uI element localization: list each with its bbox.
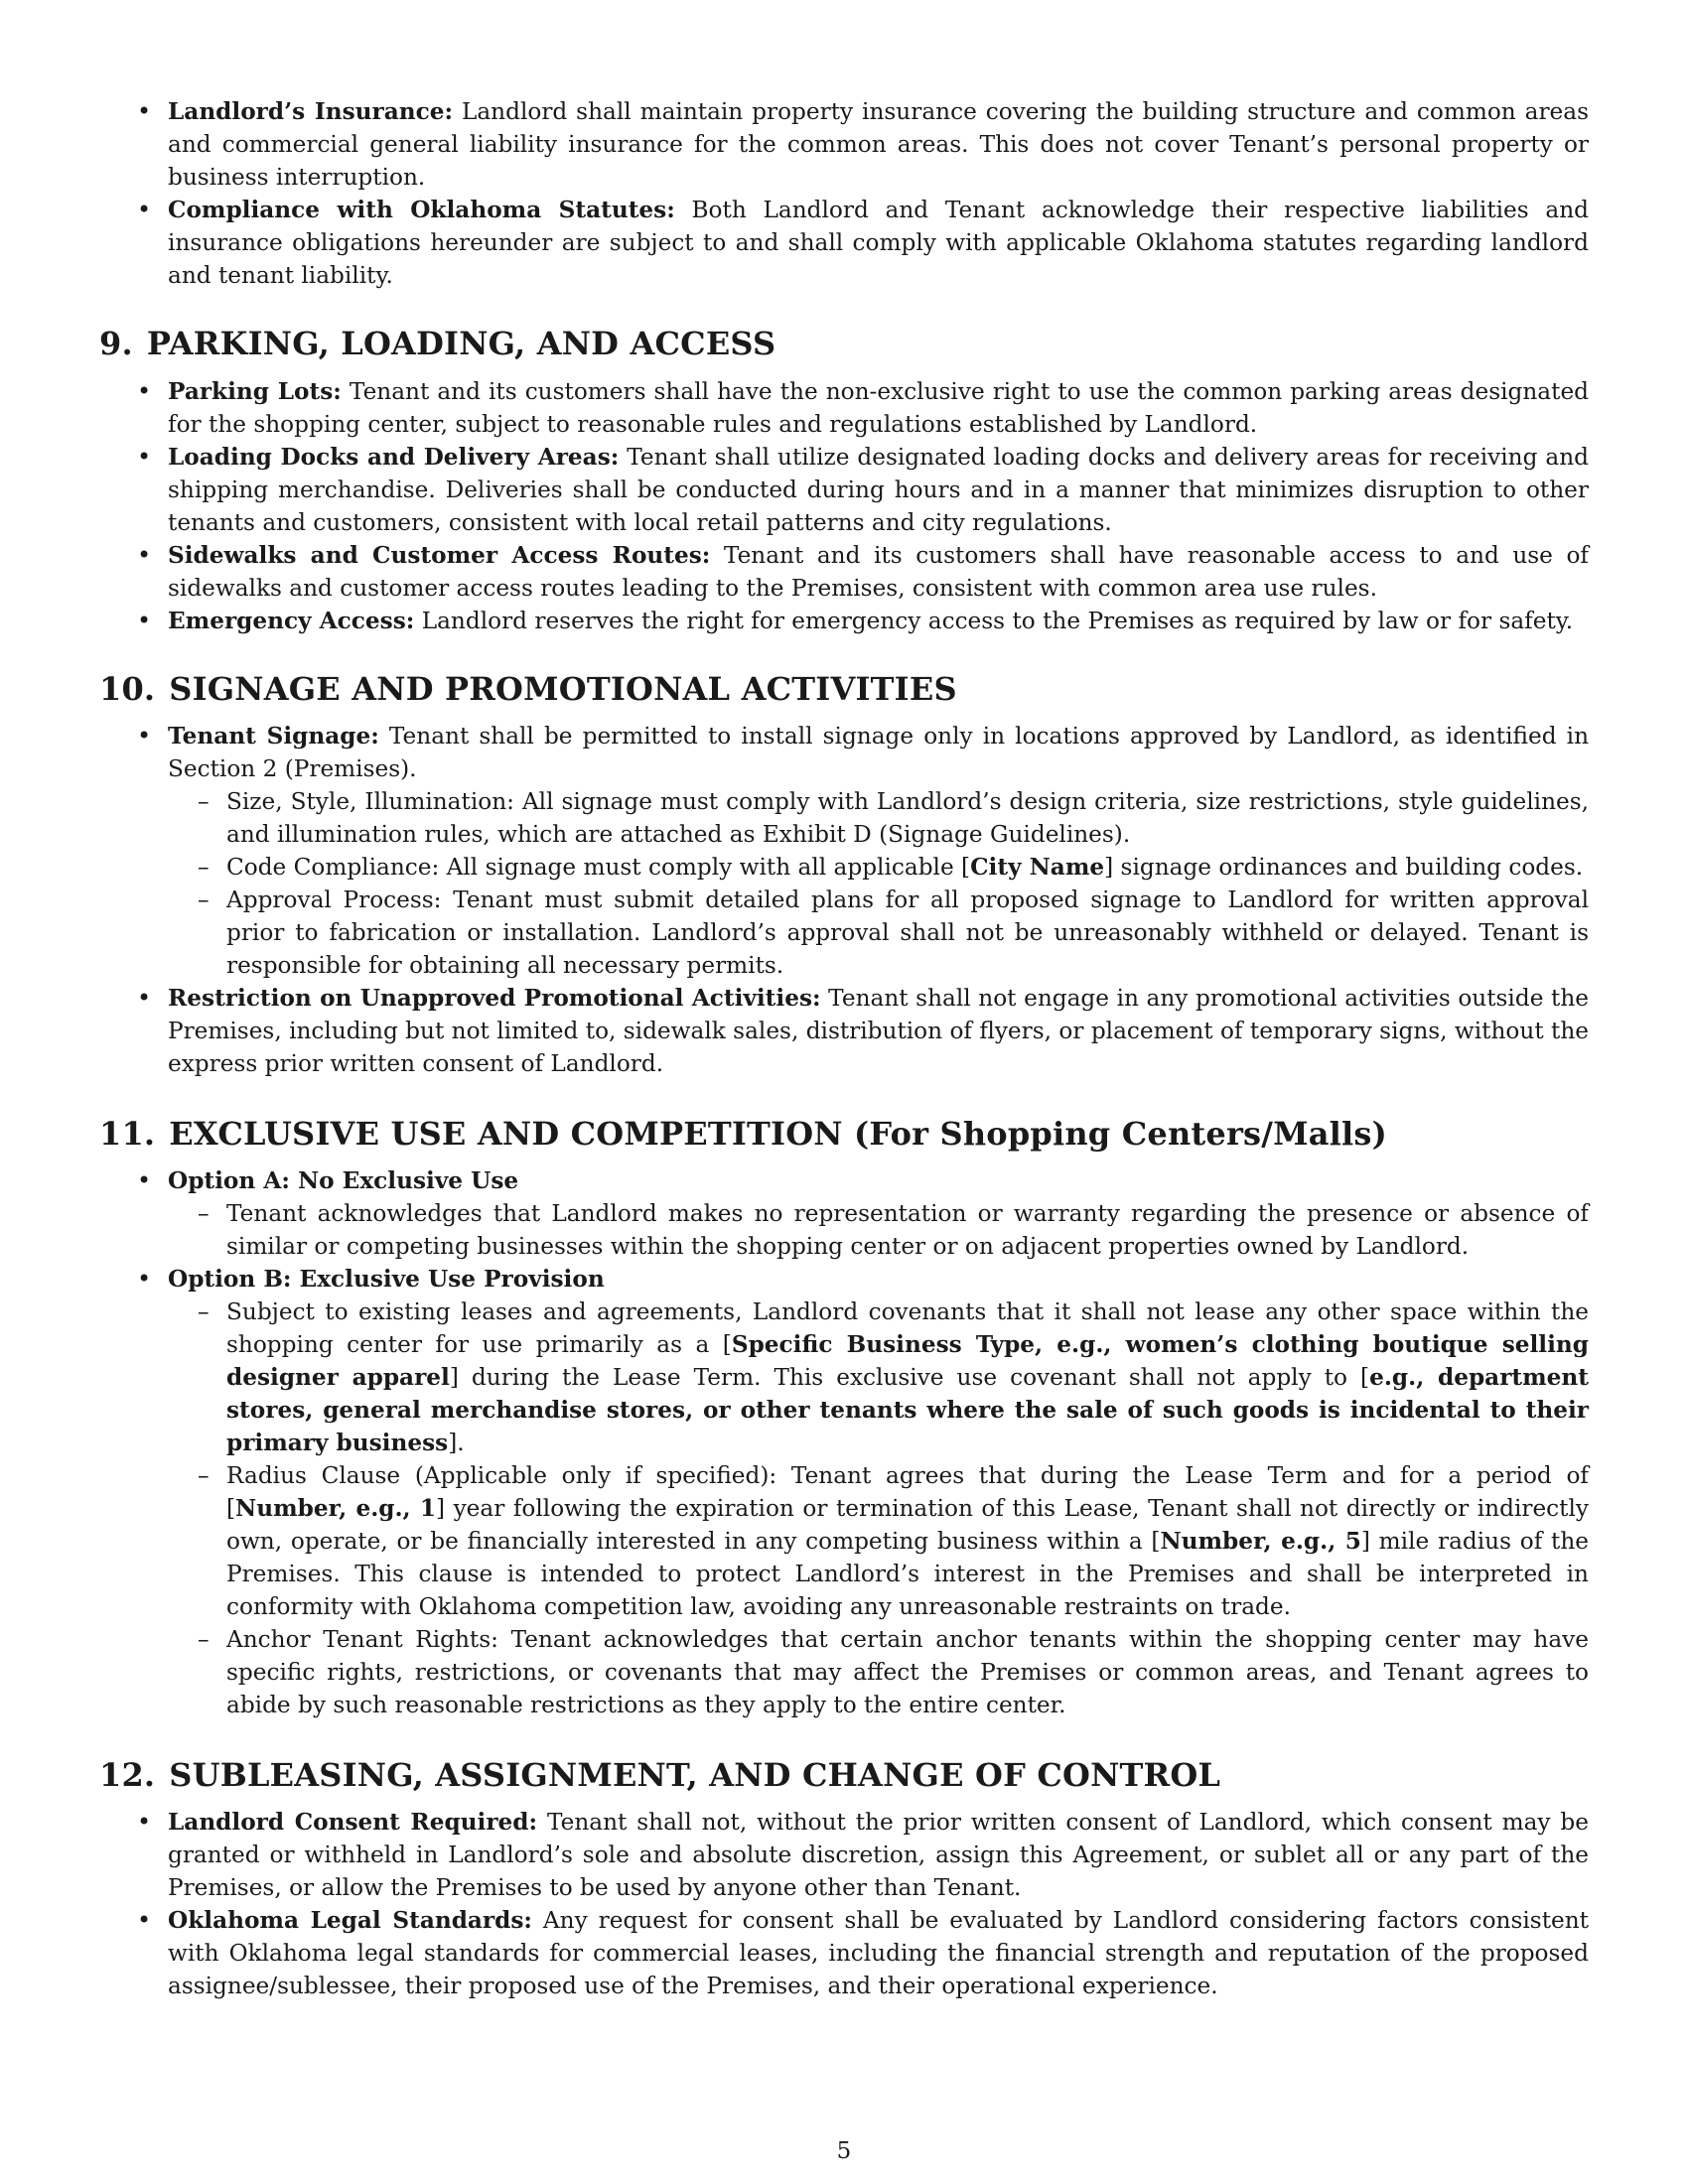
sub-item xyxy=(168,1459,1589,1623)
item-label: Parking Lots: xyxy=(168,378,342,405)
item-label: Emergency Access: xyxy=(168,608,415,634)
list-item xyxy=(99,194,1589,292)
item-text: Both Landlord and Tenant acknowledge their respective liabilities and insurance obligations hereunder are subject to and shall comply with applicable Oklahoma statutes regarding landlord and tenant liability. xyxy=(168,197,1590,289)
list-item xyxy=(99,1263,1589,1721)
sub-item xyxy=(168,1623,1589,1721)
signage-list xyxy=(99,720,1589,1080)
item-text: Tenant shall utilize designated loading docks and delivery areas for receiving and shipping merchandise. Deliveries shall be conducted during hours and in a manner that minimizes disruption to other tenants and customers, consistent with local retail patterns and city regulations. xyxy=(168,444,1589,536)
item-text: Landlord shall maintain property insurance covering the building structure and common areas and commercial general liability insurance for the common areas. This does not cover Tenant’s personal property or business interruption. xyxy=(168,98,1590,191)
option-b-sublist xyxy=(168,1296,1589,1721)
list-item xyxy=(99,720,1589,982)
section-heading-10 xyxy=(99,669,1589,709)
item-text: Any request for consent shall be evaluated by Landlord considering factors consistent with Oklahoma legal standards for commercial leases, including the financial strength and reputation of the proposed assignee/sublessee, their proposed use of the Premises, and their operational experience. xyxy=(168,1907,1589,1999)
placeholder-business-type: Specific Business Type, e.g., women’s clothing boutique selling designer apparel xyxy=(226,1331,1589,1391)
item-label: Option B: Exclusive Use Provision xyxy=(168,1266,605,1293)
document-page xyxy=(99,95,1589,2002)
item-label: Compliance with Oklahoma Statutes: xyxy=(168,197,675,223)
sub-item-text: Size, Style, Illumination: All signage must comply with Landlord’s design criteria, size restrictions, style guidelines, and illumination rules, which are attached as Exhibit D (Signage Guidelines). xyxy=(226,788,1589,848)
sub-item-text: Approval Process: Tenant must submit detailed plans for all proposed signage to Landlord for written approval prior to fabrication or installation. Landlord’s approval shall not be unreasonably withheld or delayed. Tenant is responsible for obtaining all necessary permits. xyxy=(226,887,1589,979)
section-title: SUBLEASING, ASSIGNMENT, AND CHANGE OF CONTROL xyxy=(169,1756,1221,1794)
list-item xyxy=(99,982,1589,1080)
list-item xyxy=(99,441,1589,539)
list-item xyxy=(99,95,1589,194)
item-label: Restriction on Unapproved Promotional Activities: xyxy=(168,985,821,1012)
section-number: 10. xyxy=(99,670,156,708)
section-heading-11 xyxy=(99,1114,1589,1154)
section-number: 9. xyxy=(99,325,133,362)
placeholder-miles: Number, e.g., 5 xyxy=(1160,1528,1361,1555)
list-item xyxy=(99,539,1589,605)
section-title: SIGNAGE AND PROMOTIONAL ACTIVITIES xyxy=(169,670,957,708)
item-label: Loading Docks and Delivery Areas: xyxy=(168,444,620,471)
sub-item xyxy=(168,1296,1589,1459)
sub-item-text: Tenant acknowledges that Landlord makes no representation or warranty regarding the presence or absence of similar or competing businesses within the shopping center or on adjacent properties owned by Landlord. xyxy=(226,1200,1589,1260)
sub-item xyxy=(168,851,1589,884)
placeholder-city-name: City Name xyxy=(970,854,1105,881)
section-number: 11. xyxy=(99,1115,156,1153)
sub-item-text: ] during the Lease Term. This exclusive use covenant shall not apply to [ xyxy=(449,1364,1370,1391)
sub-item xyxy=(168,884,1589,982)
sub-item-text: Radius Clause (Applicable only if specified): Tenant agrees that during the Lease Term and for a period of [ xyxy=(226,1462,1589,1522)
subleasing-list xyxy=(99,1806,1589,2002)
section-heading-9 xyxy=(99,324,1589,363)
section-title: EXCLUSIVE USE AND COMPETITION (For Shopping Centers/Malls) xyxy=(169,1115,1387,1153)
sub-item xyxy=(168,785,1589,851)
item-label: Option A: No Exclusive Use xyxy=(168,1167,519,1194)
section-title: PARKING, LOADING, AND ACCESS xyxy=(146,325,776,362)
item-text: Tenant and its customers shall have the non-exclusive right to use the common parking areas designated for the shopping center, subject to reasonable rules and regulations established by Landlord. xyxy=(168,378,1590,438)
sub-item-text: ] mile radius of the Premises. This clause is intended to protect Landlord’s interest in the Premises and shall be interpreted in conformity with Oklahoma competition law, avoiding any unreasonable restraints on trade. xyxy=(226,1528,1590,1620)
item-text: Tenant shall not engage in any promotional activities outside the Premises, including but not limited to, sidewalk sales, distribution of flyers, or placement of temporary signs, without the express prior written consent of Landlord. xyxy=(168,985,1589,1077)
item-text: Tenant and its customers shall have reasonable access to and use of sidewalks and customer access routes leading to the Premises, consistent with common area use rules. xyxy=(168,542,1589,602)
exclusive-use-list xyxy=(99,1164,1589,1721)
section-number: 12. xyxy=(99,1756,156,1794)
list-item xyxy=(99,605,1589,637)
signage-sublist xyxy=(168,785,1589,982)
item-label: Landlord Consent Required: xyxy=(168,1809,538,1836)
item-label: Sidewalks and Customer Access Routes: xyxy=(168,542,711,569)
list-item xyxy=(99,1806,1589,1904)
item-text: Landlord reserves the right for emergency access to the Premises as required by law or for safety. xyxy=(414,608,1574,634)
section-heading-12 xyxy=(99,1755,1589,1795)
sub-item-text: ] year following the expiration or termination of this Lease, Tenant shall not directly or indirectly own, operate, or be financially interested in any competing business within a [ xyxy=(226,1495,1589,1555)
item-text: Tenant shall be permitted to install signage only in locations approved by Landlord, as identified in Section 2 (Premises). xyxy=(168,723,1590,782)
item-label: Landlord’s Insurance: xyxy=(168,98,454,125)
placeholder-years: Number, e.g., 1 xyxy=(235,1495,436,1522)
item-label: Oklahoma Legal Standards: xyxy=(168,1907,532,1934)
list-item xyxy=(99,1164,1589,1263)
list-item xyxy=(99,1904,1589,2002)
item-label: Tenant Signage: xyxy=(168,723,379,750)
page-number: 5 xyxy=(836,2138,852,2164)
sub-item-text: Anchor Tenant Rights: Tenant acknowledges that certain anchor tenants within the shopping center may have specific rights, restrictions, or covenants that may affect the Premises or common areas, and Tenant agrees to abide by such reasonable restrictions as they apply to the entire center. xyxy=(226,1626,1589,1718)
sub-item-text: ] signage ordinances and building codes. xyxy=(1104,854,1584,881)
sub-item-text: Subject to existing leases and agreements, Landlord covenants that it shall not lease any other space within the shopping center for use primarily as a [ xyxy=(226,1298,1589,1358)
item-text: Tenant shall not, without the prior written consent of Landlord, which consent may be granted or withheld in Landlord’s sole and absolute discretion, assign this Agreement, or sublet all or any part of the Premises, or allow the Premises to be used by anyone other than Tenant. xyxy=(168,1809,1589,1901)
placeholder-exceptions: e.g., department stores, general merchandise stores, or other tenants where the sale of such goods is incidental to their primary business xyxy=(226,1364,1589,1456)
option-a-sublist xyxy=(168,1197,1589,1263)
sub-item-text: Code Compliance: All signage must comply with all applicable [ xyxy=(226,854,971,881)
sub-item xyxy=(168,1197,1589,1263)
sub-item-text: ]. xyxy=(448,1430,465,1456)
list-item xyxy=(99,375,1589,441)
parking-list xyxy=(99,375,1589,637)
insurance-list xyxy=(99,95,1589,292)
